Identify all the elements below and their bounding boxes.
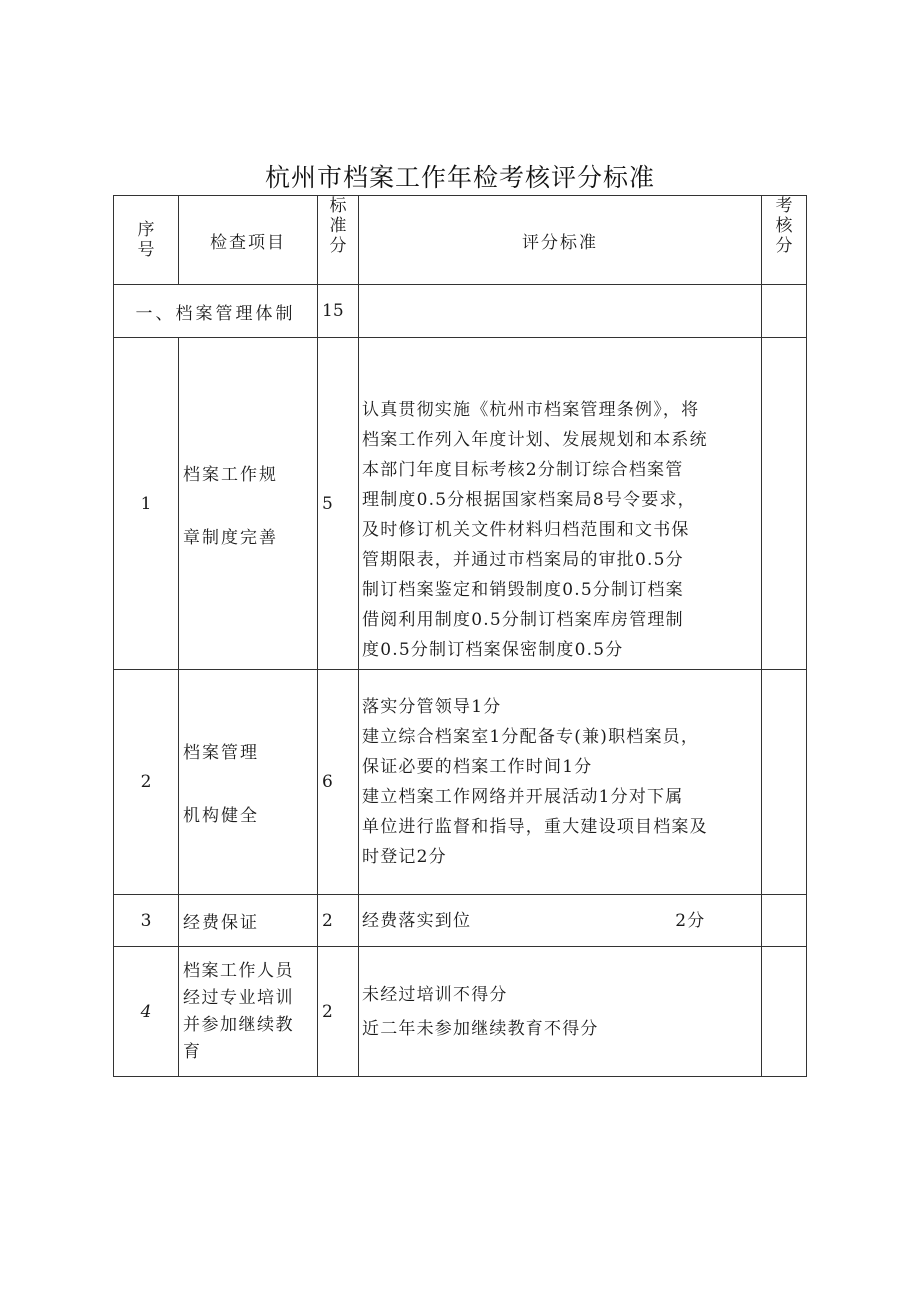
criteria-line: 保证必要的档案工作时间1分 xyxy=(362,757,593,777)
header-item: 检查项目 xyxy=(179,196,318,285)
criteria-line: 管期限表，并通过市档案局的审批0.5分 xyxy=(362,550,684,570)
row-score xyxy=(762,947,807,1077)
header-score-char: 考 xyxy=(775,196,793,216)
criteria-line: 单位进行监督和指导，重大建设项目档案及 xyxy=(362,817,708,837)
header-score-char: 核 xyxy=(775,216,793,236)
table-row xyxy=(114,947,807,1077)
criteria-line: 未经过培训不得分 xyxy=(362,984,508,1005)
criteria-line: 度0.5分制订档案保密制度0.5分 xyxy=(362,640,624,660)
table-row xyxy=(114,895,807,947)
criteria-line: 及时修订机关文件材料归档范围和文书保 xyxy=(362,520,690,540)
criteria-line: 建立综合档案室1分配备专(兼)职档案员， xyxy=(362,727,700,747)
header-standard-char: 准 xyxy=(329,216,347,236)
header-standard-char: 标 xyxy=(329,196,347,216)
criteria-line: 近二年未参加继续教育不得分 xyxy=(362,1018,599,1039)
table-row xyxy=(114,670,807,895)
row-criteria xyxy=(359,670,762,895)
row-item-line: 经费保证 xyxy=(183,913,259,933)
criteria-text: 经费落实到位 xyxy=(362,910,472,931)
row-item-line: 档案管理 xyxy=(183,743,259,763)
header-criteria: 评分标准 xyxy=(359,196,762,285)
row-item-line: 经过专业培训 xyxy=(183,987,294,1008)
row-item-line: 并参加继续教 xyxy=(183,1014,294,1035)
row-item-line: 机构健全 xyxy=(183,806,259,826)
row-criteria xyxy=(359,895,762,947)
section-standard: 15 xyxy=(318,285,359,338)
row-number: 3 xyxy=(114,895,179,947)
section-label: 一、档案管理体制 xyxy=(114,285,318,338)
row-score xyxy=(762,895,807,947)
table-row xyxy=(114,338,807,670)
row-number: 2 xyxy=(114,670,179,895)
row-item-line: 档案工作规 xyxy=(183,464,278,485)
row-standard: 5 xyxy=(318,338,359,670)
criteria-line: 借阅利用制度0.5分制订档案库房管理制 xyxy=(362,610,684,630)
criteria-line: 本部门年度目标考核2分制订综合档案管 xyxy=(362,460,684,480)
scoring-table xyxy=(113,195,807,1077)
row-item xyxy=(179,895,318,947)
row-standard: 2 xyxy=(318,947,359,1077)
row-standard: 2 xyxy=(318,895,359,947)
row-item-line: 章制度完善 xyxy=(183,527,278,548)
section-score xyxy=(762,285,807,338)
criteria-line: 认真贯彻实施《杭州市档案管理条例》，将 xyxy=(362,400,700,420)
section-row xyxy=(114,285,807,338)
row-item xyxy=(179,947,318,1077)
header-row xyxy=(114,196,807,285)
criteria-line: 时登记2分 xyxy=(362,847,447,867)
criteria-line: 理制度0.5分根据国家档案局8号令要求， xyxy=(362,490,696,510)
row-item xyxy=(179,670,318,895)
header-standard-char: 分 xyxy=(329,236,347,256)
header-standard xyxy=(318,196,359,285)
row-score xyxy=(762,670,807,895)
header-score xyxy=(762,196,807,285)
row-number: 4 xyxy=(114,947,179,1077)
header-seq xyxy=(114,196,179,285)
page-title: 杭州市档案工作年检考核评分标准 xyxy=(264,163,655,192)
criteria-line: 落实分管领导1分 xyxy=(362,697,502,717)
header-score-char: 分 xyxy=(775,236,793,256)
header-seq-char: 号 xyxy=(137,240,155,260)
section-criteria xyxy=(359,285,762,338)
criteria-line: 制订档案鉴定和销毁制度0.5分制订档案 xyxy=(362,580,684,600)
row-item-line: 档案工作人员 xyxy=(183,960,294,981)
row-number: 1 xyxy=(114,338,179,670)
row-criteria xyxy=(359,338,762,670)
row-item xyxy=(179,338,318,670)
criteria-line: 档案工作列入年度计划、发展规划和本系统 xyxy=(362,430,708,450)
row-standard: 6 xyxy=(318,670,359,895)
criteria-line: 建立档案工作网络并开展活动1分对下属 xyxy=(362,787,684,807)
criteria-points: 2分 xyxy=(675,910,706,931)
header-seq-char: 序 xyxy=(137,220,155,240)
row-item-line: 育 xyxy=(183,1041,202,1062)
row-criteria xyxy=(359,947,762,1077)
row-score xyxy=(762,338,807,670)
